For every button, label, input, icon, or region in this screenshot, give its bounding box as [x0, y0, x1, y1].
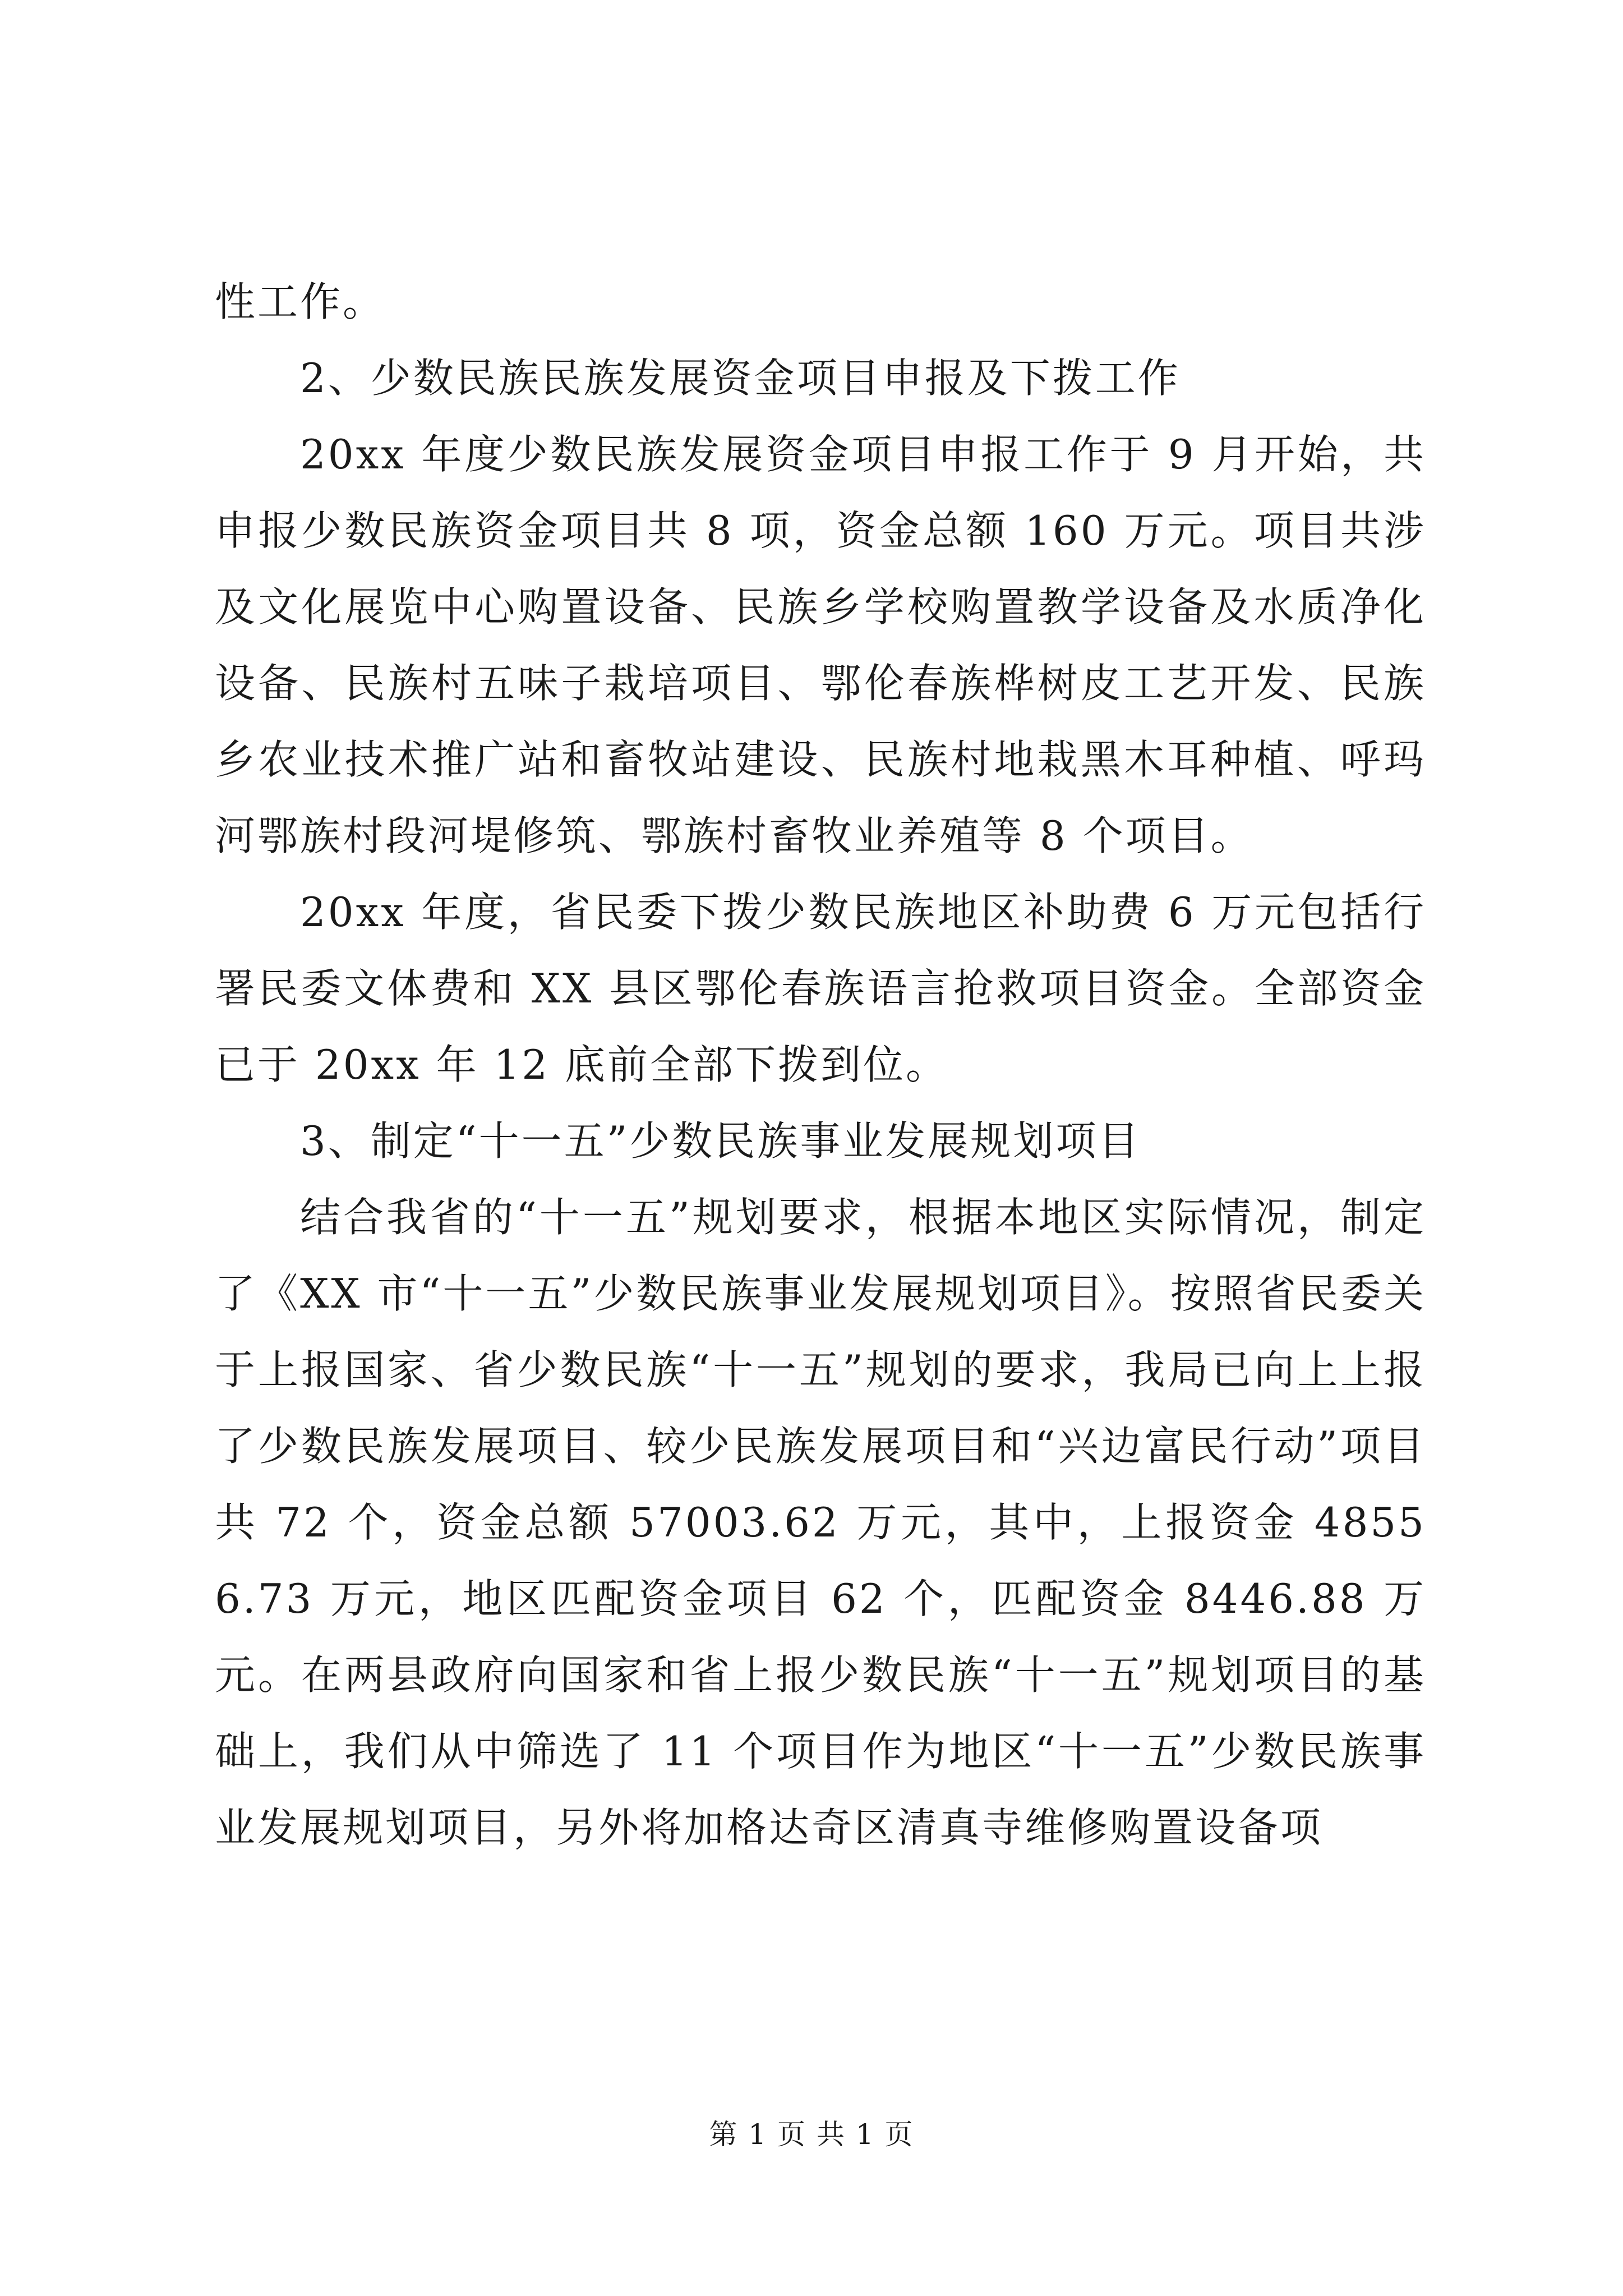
page-number-footer: 第 1 页 共 1 页 — [709, 2118, 914, 2151]
paragraph-project-application: 20xx 年度少数民族发展资金项目申报工作于 9 月开始，共申报少数民族资金项目共 8 项，资金总额 160 万元。项目共涉及文化展览中心购置设备、民族乡学校购置教学设备及水质净化设备、民族村五味子栽培项目、鄂伦春族桦树皮工艺开发、民族乡农业技术推广站和畜牧站建设、民族村地栽黑木耳种植、呼玛河鄂族村段河堤修筑、鄂族村畜牧业养殖等 8 个项目。 — [215, 431, 1426, 859]
paragraph-planning: 结合我省的“十一五”规划要求，根据本地区实际情况，制定了《XX 市“十一五”少数民族事业发展规划项目》。按照省民委关于上报国家、省少数民族“十一五”规划的要求，我局已向上上报了少数民族发展项目、较少民族发展项目和“兴边富民行动”项目共 72 个，资金总额 57003.62 万元，其中，上报资金 48556.73 万元，地区匹配资金项目 62 个，匹配资金 8446.88 万元。在两县政府向国家和省上报少数民族“十一五”规划项目的基础上，我们从中筛选了 11 个项目作为地区“十一五”少数民族事业发展规划项目，另外将加格达奇区清真寺维修购置设备项 — [215, 1194, 1426, 1851]
paragraph-subsidy: 20xx 年度，省民委下拨少数民族地区补助费 6 万元包括行署民委文体费和 XX 县区鄂伦春族语言抢救项目资金。全部资金已于 20xx 年 12 底前全部下拨到位。 — [215, 889, 1426, 1088]
section-heading-2: 2、少数民族民族发展资金项目申报及下拨工作 — [300, 355, 1181, 402]
section-heading-3: 3、制定“十一五”少数民族事业发展规划项目 — [300, 1117, 1141, 1165]
document-body — [215, 264, 1426, 1866]
paragraph-continuation: 性工作。 — [215, 278, 386, 325]
